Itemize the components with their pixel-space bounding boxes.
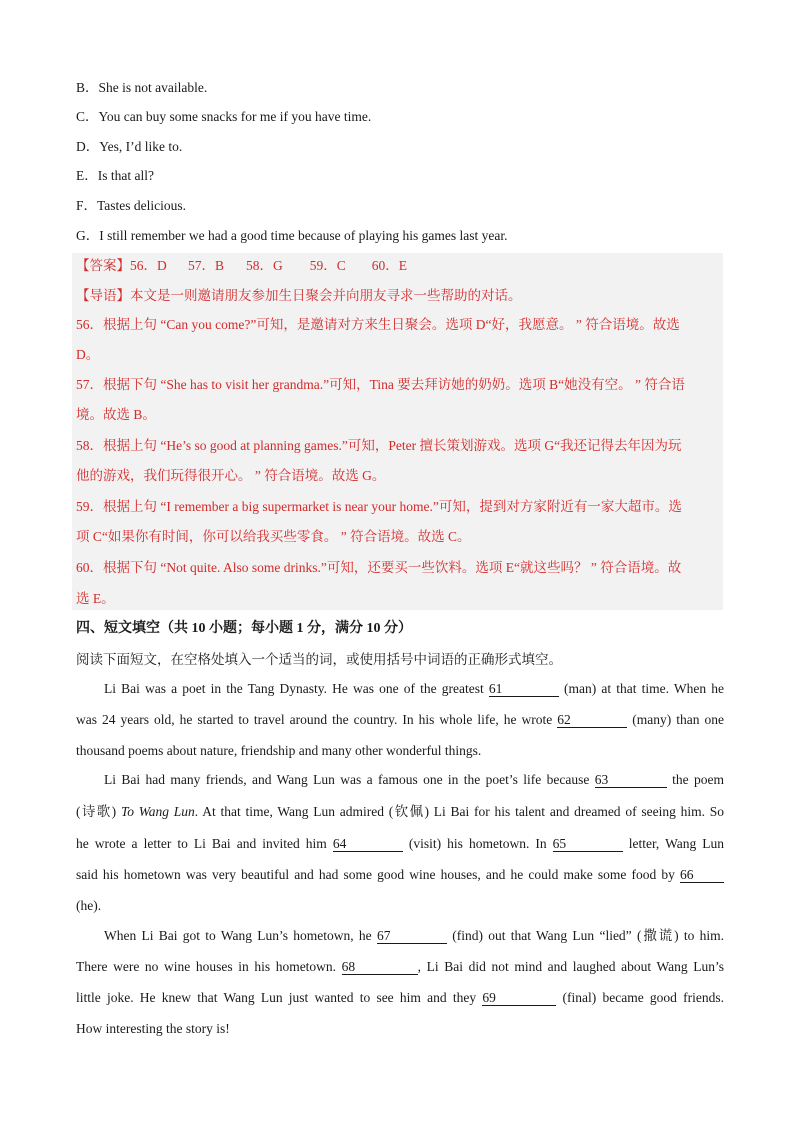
explanation-56-line2: D。 bbox=[76, 347, 100, 362]
blank-67[interactable]: 67 bbox=[377, 928, 447, 944]
blank-66[interactable]: 66 bbox=[680, 867, 724, 883]
passage-line: thousand poems about nature, friendship and many other wonderful things. bbox=[76, 743, 482, 758]
passage-line: said his hometown was very beautiful and had some good wine houses, and he could make some food by 66 bbox=[76, 866, 724, 884]
answer-explanation-box bbox=[72, 253, 723, 610]
option-f: F．Tastes delicious. bbox=[76, 198, 187, 213]
poem-title: To Wang Lun bbox=[120, 804, 195, 819]
option-d: D．Yes, I’d like to. bbox=[76, 139, 183, 154]
option-g: G．I still remember we had a good time because of playing his games last year. bbox=[76, 228, 508, 243]
answer-item-56: 56．D bbox=[130, 258, 167, 273]
blank-61[interactable]: 61 bbox=[489, 681, 559, 697]
explanation-59-line2: 项 C“如果你有时间，你可以给我买些零食。 ” 符合语境。故选 C。 bbox=[76, 529, 471, 544]
answer-item-57: 57．B bbox=[188, 258, 225, 273]
section-title: 四、短文填空（共 10 小题；每小题 1 分，满分 10 分） bbox=[76, 621, 412, 636]
option-c: C．You can buy some snacks for me if you have time. bbox=[76, 109, 372, 124]
answer-item-58: 58．G bbox=[246, 258, 283, 273]
passage-line: (诗歌) To Wang Lun. At that time, Wang Lun admired (钦佩) Li Bai for his talent and dreamed of seeing him. So bbox=[76, 804, 725, 819]
passage-line: When Li Bai got to Wang Lun’s hometown, he 67 (find) out that Wang Lun “lied” (撒谎) to him. bbox=[104, 928, 725, 943]
explanation-60-line1: 60．根据下句 “Not quite. Also some drinks.”可知，还要买一些饮料。选项 E“就这些吗？ ” 符合语境。故 bbox=[76, 560, 682, 575]
answer-item-59: 59．C bbox=[309, 258, 346, 273]
passage-line: little joke. He knew that Wang Lun just wanted to see him and they 69 (final) became good friends. bbox=[76, 990, 725, 1005]
passage-line: was 24 years old, he started to travel around the country. In his whole life, he wrote 62 (many) than one bbox=[76, 712, 725, 727]
passage-line: Li Bai was a poet in the Tang Dynasty. He was one of the greatest 61 (man) at that time. When he bbox=[104, 681, 725, 696]
section-instruction: 阅读下面短文，在空格处填入一个适当的词，或使用括号中词语的正确形式填空。 bbox=[76, 652, 562, 667]
blank-63[interactable]: 63 bbox=[595, 772, 667, 788]
answer-item-60: 60．E bbox=[371, 258, 408, 273]
option-e: E．Is that all? bbox=[76, 168, 154, 183]
explanation-56-line1: 56．根据上句 “Can you come?”可知，是邀请对方来生日聚会。选项 D“好，我愿意。 ” 符合语境。故选 bbox=[76, 317, 680, 332]
explanation-57-line1: 57．根据下句 “She has to visit her grandma.”可知，Tina 要去拜访她的奶奶。选项 B“她没有空。 ” 符合语 bbox=[76, 377, 685, 392]
blank-69[interactable]: 69 bbox=[482, 990, 556, 1006]
passage-line: There were no wine houses in his hometown. 68 , Li Bai did not mind and laughed about Wang Lun’s bbox=[76, 959, 724, 974]
answer-tag: 【答案】 bbox=[76, 258, 130, 273]
explanation-60-line2: 选 E。 bbox=[76, 591, 115, 606]
guide-text: 【导语】本文是一则邀请朋友参加生日聚会并向朋友寻求一些帮助的对话。 bbox=[76, 288, 522, 303]
explanation-57-line2: 境。故选 B。 bbox=[76, 407, 156, 422]
passage-line: (he). bbox=[76, 898, 102, 913]
blank-62[interactable]: 62 bbox=[557, 712, 627, 728]
blank-64[interactable]: 64 bbox=[333, 836, 403, 852]
passage-line: How interesting the story is! bbox=[76, 1021, 230, 1036]
explanation-58-line1: 58．根据上句 “He’s so good at planning games.”可知，Peter 擅长策划游戏。选项 G“我还记得去年因为玩 bbox=[76, 438, 682, 453]
passage-line: Li Bai had many friends, and Wang Lun was a famous one in the poet’s life because 63 the poem bbox=[104, 772, 724, 787]
explanation-58-line2: 他的游戏，我们玩得很开心。 ” 符合语境。故选 G。 bbox=[76, 468, 386, 483]
passage-line: he wrote a letter to Li Bai and invited him 64 (visit) his hometown. In 65 letter, Wang Lun bbox=[76, 836, 725, 851]
explanation-59-line1: 59．根据上句 “I remember a big supermarket is near your home.”可知，提到对方家附近有一家大超市。选 bbox=[76, 499, 682, 514]
blank-68[interactable]: 68 bbox=[342, 959, 418, 975]
answer-row bbox=[76, 257, 407, 275]
blank-65[interactable]: 65 bbox=[553, 836, 623, 852]
option-b: B．She is not available. bbox=[76, 80, 208, 95]
